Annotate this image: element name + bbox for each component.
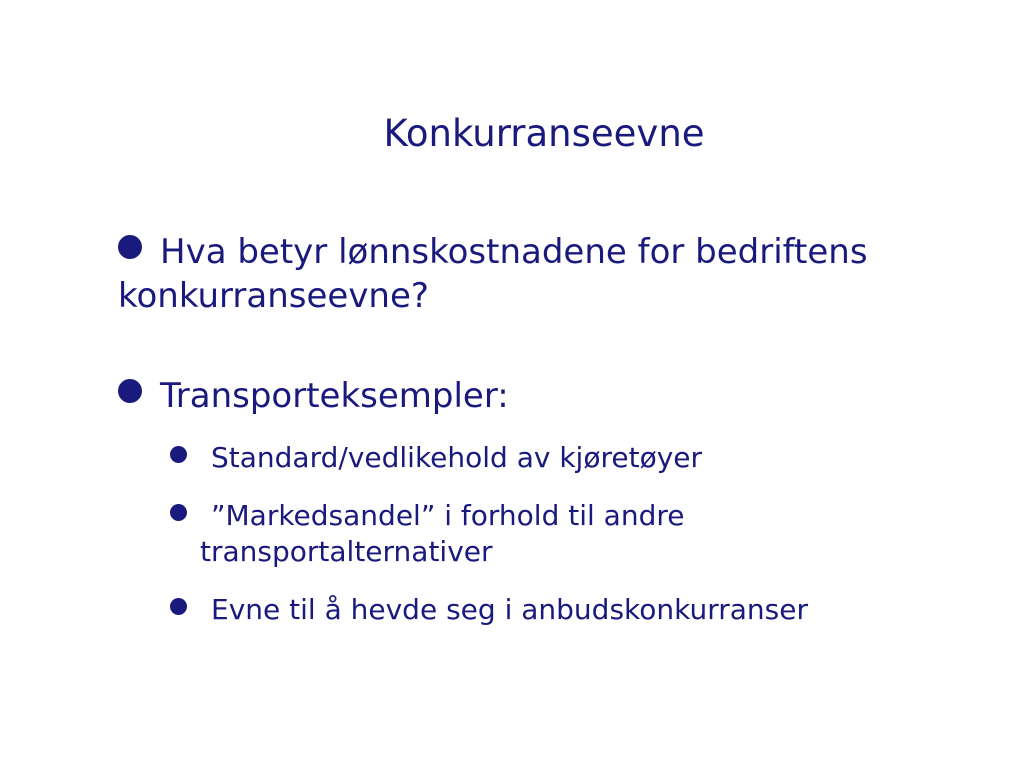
bullet-dot-icon — [170, 446, 187, 463]
bullet-item-transporteksempler — [118, 374, 878, 418]
slide-title: Konkurranseevne — [383, 112, 705, 155]
bullet-item-lonnskostnader — [118, 230, 878, 318]
sub-bullet-text: Standard/vedlikehold av kjøretøyer — [211, 441, 703, 474]
sub-bullet-text-line2: transportalternativer — [200, 535, 493, 568]
sub-bullet-item-markedsandel — [170, 498, 990, 570]
bullet-text: Hva betyr lønnskostnadene for bedriftens konkurranseevne? — [118, 232, 868, 316]
bullet-dot-icon — [118, 379, 142, 403]
bullet-dot-icon — [118, 235, 142, 259]
sub-bullet-item-standard — [170, 440, 990, 476]
sub-bullet-text-line1: ”Markedsandel” i forhold til andre — [211, 499, 685, 532]
bullet-dot-icon — [170, 598, 187, 615]
sub-bullet-item-anbud — [170, 592, 990, 628]
sub-bullet-text: Evne til å hevde seg i anbudskonkurranser — [211, 593, 808, 626]
bullet-text: Transporteksempler: — [160, 376, 509, 416]
bullet-dot-icon — [170, 504, 187, 521]
